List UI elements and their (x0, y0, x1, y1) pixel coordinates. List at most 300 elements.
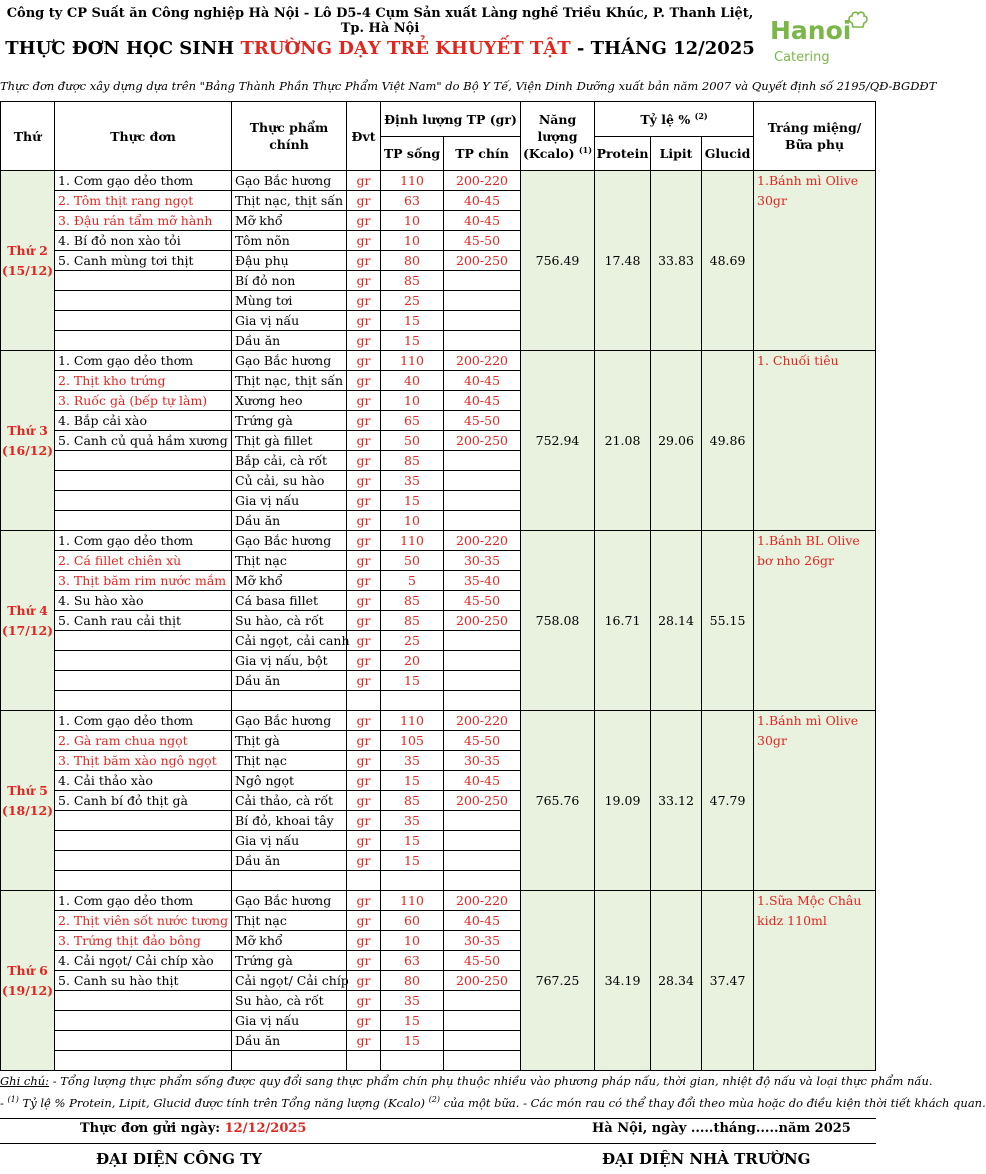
place-date: Hà Nội, ngày .....tháng.....năm 2025 (592, 1121, 851, 1136)
food-unit: gr (347, 991, 381, 1011)
food-unit: gr (347, 591, 381, 611)
dish-item: 2. Gà ram chua ngọt (55, 731, 232, 751)
food-cooked: 200-220 (444, 891, 521, 911)
food-unit: gr (347, 731, 381, 751)
protein-value: 17.48 (595, 171, 651, 351)
col-energy-sup: (1) (578, 144, 593, 155)
dish-empty (55, 671, 232, 691)
food-raw: 15 (381, 311, 444, 331)
dish-empty (55, 271, 232, 291)
food-name: Trứng gà (232, 411, 347, 431)
day-name: Thứ 3 (7, 422, 48, 438)
food-cooked: 200-250 (444, 611, 521, 631)
signature-company: ĐẠI DIỆN CÔNG TY (96, 1150, 262, 1168)
food-cooked: 35-40 (444, 571, 521, 591)
logo-sub: Catering (774, 50, 830, 65)
col-menu: Thực đơn (55, 102, 232, 171)
food-name: Mùng tơi (232, 291, 347, 311)
food-unit: gr (347, 631, 381, 651)
food-name: Gạo Bắc hương (232, 711, 347, 731)
food-cooked (444, 271, 521, 291)
food-raw (381, 871, 444, 891)
food-unit: gr (347, 1011, 381, 1031)
lipit-value: 33.83 (651, 171, 702, 351)
col-ratio-label: Tỷ lệ % (640, 111, 691, 127)
food-name: Cải thảo, cà rốt (232, 791, 347, 811)
food-raw: 15 (381, 671, 444, 691)
food-cooked: 40-45 (444, 391, 521, 411)
day-date: (15/12) (1, 262, 54, 278)
dish-item: 4. Cải thảo xào (55, 771, 232, 791)
food-cooked: 40-45 (444, 211, 521, 231)
food-unit: gr (347, 571, 381, 591)
logo-brand: Hanoi (770, 16, 852, 45)
food-unit: gr (347, 491, 381, 511)
food-cooked: 30-35 (444, 751, 521, 771)
dish-empty (55, 651, 232, 671)
food-raw: 15 (381, 851, 444, 871)
food-unit: gr (347, 411, 381, 431)
dish-item: 4. Su hào xào (55, 591, 232, 611)
footer-note-2-suffix: của một bữa. - Các món rau có thể thay đổi theo mùa hoặc do điều kiện thời tiết khách quan. (440, 1096, 986, 1110)
food-raw: 65 (381, 411, 444, 431)
food-unit: gr (347, 551, 381, 571)
table-row (1, 171, 876, 191)
food-raw: 20 (381, 651, 444, 671)
food-raw: 10 (381, 931, 444, 951)
food-raw (381, 691, 444, 711)
day-cell (1, 351, 55, 531)
food-raw: 110 (381, 531, 444, 551)
day-cell (1, 711, 55, 891)
food-cooked (444, 451, 521, 471)
food-raw: 85 (381, 611, 444, 631)
food-cooked (444, 511, 521, 531)
glucid-value: 55.15 (702, 531, 754, 711)
food-name: Gia vị nấu (232, 491, 347, 511)
food-name: Gạo Bắc hương (232, 171, 347, 191)
col-quantity: Định lượng TP (gr) (381, 102, 521, 137)
food-name: Dầu ăn (232, 851, 347, 871)
dish-item: 2. Cá fillet chiên xù (55, 551, 232, 571)
food-raw: 10 (381, 511, 444, 531)
food-unit: gr (347, 251, 381, 271)
footer-note-2-sup1: (1) (7, 1095, 19, 1105)
food-cooked (444, 311, 521, 331)
food-name: Mỡ khổ (232, 211, 347, 231)
footer-divider (0, 1118, 876, 1119)
food-name: Dầu ăn (232, 331, 347, 351)
food-cooked (444, 491, 521, 511)
food-name: Thịt nạc (232, 911, 347, 931)
food-cooked: 45-50 (444, 951, 521, 971)
dish-empty (55, 631, 232, 651)
dish-item: 1. Cơm gạo dẻo thơm (55, 351, 232, 371)
food-name: Thịt nạc (232, 551, 347, 571)
sent-date-value: 12/12/2025 (224, 1121, 307, 1136)
dish-item: 1. Cơm gạo dẻo thơm (55, 711, 232, 731)
dish-empty (55, 871, 232, 891)
dish-empty (55, 291, 232, 311)
food-name (232, 871, 347, 891)
food-cooked: 45-50 (444, 231, 521, 251)
food-name: Mỡ khổ (232, 571, 347, 591)
food-name: Cải ngọt/ Cải chíp (232, 971, 347, 991)
food-name: Bí đỏ, khoai tây (232, 811, 347, 831)
col-ratio-sup: (2) (694, 110, 708, 121)
food-raw: 50 (381, 431, 444, 451)
dessert-cell: 1.Bánh BL Olive bơ nho 26gr (754, 531, 876, 711)
food-name: Thịt nạc, thịt sấn (232, 371, 347, 391)
col-energy-label: Năng lượng (Kcalo) (523, 111, 578, 161)
dish-item: 5. Canh rau cải thịt (55, 611, 232, 631)
food-cooked (444, 1011, 521, 1031)
food-unit: gr (347, 851, 381, 871)
food-raw: 60 (381, 911, 444, 931)
lipit-value: 33.12 (651, 711, 702, 891)
dish-item: 3. Thịt băm xào ngô ngọt (55, 751, 232, 771)
col-raw: TP sống (381, 137, 444, 171)
food-unit: gr (347, 431, 381, 451)
table-row (1, 891, 876, 911)
food-name (232, 691, 347, 711)
lipit-value: 28.14 (651, 531, 702, 711)
dish-empty (55, 851, 232, 871)
food-raw: 15 (381, 1031, 444, 1051)
food-unit: gr (347, 911, 381, 931)
food-raw: 110 (381, 351, 444, 371)
title-school: TRƯỜNG DẠY TRẺ KHUYẾT TẬT (240, 38, 571, 59)
protein-value: 16.71 (595, 531, 651, 711)
food-raw: 15 (381, 831, 444, 851)
food-unit: gr (347, 831, 381, 851)
food-unit (347, 871, 381, 891)
dish-empty (55, 451, 232, 471)
energy-value: 767.25 (521, 891, 595, 1071)
page-title (0, 38, 760, 59)
food-unit: gr (347, 331, 381, 351)
dish-item: 5. Canh bí đỏ thịt gà (55, 791, 232, 811)
dish-empty (55, 691, 232, 711)
food-raw: 5 (381, 571, 444, 591)
footer-note-2-sup2: (2) (428, 1095, 441, 1105)
food-cooked: 30-35 (444, 931, 521, 951)
dish-empty (55, 511, 232, 531)
day-date: (18/12) (1, 802, 54, 818)
source-note: Thực đơn được xây dựng dựa trên "Bảng Thành Phần Thực Phẩm Việt Nam" do Bộ Y Tế, Viện Dinh Dưỡng xuất bản năm 2007 và Quyết định số 2195/QĐ-BGDĐT (0, 79, 937, 93)
food-cooked: 200-250 (444, 971, 521, 991)
energy-value: 765.76 (521, 711, 595, 891)
food-raw: 80 (381, 971, 444, 991)
footer-note-2-mid: Tỷ lệ % Protein, Lipit, Glucid được tính trên Tổng năng lượng (Kcalo) (18, 1096, 429, 1110)
footer-note-1 (0, 1074, 933, 1088)
footer-note-1-text: - Tổng lượng thực phẩm sống được quy đổi sang thực phẩm chín phụ thuộc nhiều vào phương pháp nấu, thời gian, nhiệt độ nấu và loại thực phẩm nấu. (49, 1074, 933, 1088)
food-name: Gạo Bắc hương (232, 891, 347, 911)
food-raw: 80 (381, 251, 444, 271)
col-lipit: Lipit (651, 137, 702, 171)
food-name: Gia vị nấu (232, 831, 347, 851)
food-unit: gr (347, 771, 381, 791)
food-name: Bắp cải, cà rốt (232, 451, 347, 471)
food-name: Su hào, cà rốt (232, 991, 347, 1011)
food-cooked: 200-250 (444, 431, 521, 451)
food-cooked: 200-220 (444, 171, 521, 191)
food-cooked: 40-45 (444, 771, 521, 791)
food-unit: gr (347, 391, 381, 411)
food-name: Gia vị nấu (232, 311, 347, 331)
food-name: Mỡ khổ (232, 931, 347, 951)
food-unit: gr (347, 931, 381, 951)
col-unit: Đvt (347, 102, 381, 171)
dessert-cell: 1.Bánh mì Olive 30gr (754, 711, 876, 891)
food-raw: 85 (381, 791, 444, 811)
food-raw: 85 (381, 271, 444, 291)
food-cooked: 30-35 (444, 551, 521, 571)
food-name: Gạo Bắc hương (232, 531, 347, 551)
food-cooked: 45-50 (444, 411, 521, 431)
food-name: Thịt gà (232, 731, 347, 751)
food-cooked: 40-45 (444, 191, 521, 211)
food-raw: 35 (381, 991, 444, 1011)
food-unit: gr (347, 371, 381, 391)
food-unit: gr (347, 891, 381, 911)
food-raw: 110 (381, 711, 444, 731)
food-unit: gr (347, 611, 381, 631)
food-raw: 85 (381, 451, 444, 471)
food-cooked (444, 991, 521, 1011)
dish-item: 3. Ruốc gà (bếp tự làm) (55, 391, 232, 411)
food-raw: 85 (381, 591, 444, 611)
food-cooked (444, 851, 521, 871)
lipit-value: 29.06 (651, 351, 702, 531)
food-raw: 50 (381, 551, 444, 571)
food-cooked: 200-220 (444, 711, 521, 731)
food-unit: gr (347, 311, 381, 331)
food-raw: 10 (381, 231, 444, 251)
food-raw: 40 (381, 371, 444, 391)
food-raw: 110 (381, 891, 444, 911)
food-unit: gr (347, 1031, 381, 1051)
food-cooked (444, 811, 521, 831)
food-cooked (444, 871, 521, 891)
food-unit (347, 1051, 381, 1071)
table-row (1, 531, 876, 551)
dish-empty (55, 991, 232, 1011)
food-unit: gr (347, 351, 381, 371)
food-raw: 110 (381, 171, 444, 191)
dish-item: 2. Thịt viên sốt nước tương (55, 911, 232, 931)
col-dessert: Tráng miệng/ Bữa phụ (754, 102, 876, 171)
food-name: Thịt gà fillet (232, 431, 347, 451)
dish-empty (55, 831, 232, 851)
food-unit: gr (347, 171, 381, 191)
food-name: Bí đỏ non (232, 271, 347, 291)
food-raw: 10 (381, 211, 444, 231)
protein-value: 21.08 (595, 351, 651, 531)
food-unit: gr (347, 671, 381, 691)
day-cell (1, 891, 55, 1071)
food-unit: gr (347, 791, 381, 811)
food-unit: gr (347, 651, 381, 671)
food-cooked: 200-250 (444, 791, 521, 811)
col-food: Thực phẩm chính (232, 102, 347, 171)
food-unit: gr (347, 471, 381, 491)
day-date: (19/12) (1, 982, 54, 998)
food-cooked (444, 651, 521, 671)
food-cooked (444, 631, 521, 651)
dish-item: 1. Cơm gạo dẻo thơm (55, 171, 232, 191)
food-unit: gr (347, 711, 381, 731)
food-raw: 35 (381, 471, 444, 491)
dish-item: 5. Canh mùng tơi thịt (55, 251, 232, 271)
dish-empty (55, 811, 232, 831)
lipit-value: 28.34 (651, 891, 702, 1071)
title-prefix: THỰC ĐƠN HỌC SINH (5, 38, 241, 59)
food-unit: gr (347, 971, 381, 991)
food-name: Gia vị nấu (232, 1011, 347, 1031)
col-energy (521, 102, 595, 171)
food-cooked (444, 1031, 521, 1051)
day-name: Thứ 6 (7, 962, 48, 978)
dish-empty (55, 1051, 232, 1071)
dish-item: 3. Đậu rán tẩm mỡ hành (55, 211, 232, 231)
day-date: (16/12) (1, 442, 54, 458)
food-raw: 63 (381, 191, 444, 211)
food-name: Dầu ăn (232, 511, 347, 531)
dish-empty (55, 311, 232, 331)
glucid-value: 37.47 (702, 891, 754, 1071)
table-row (1, 351, 876, 371)
food-unit: gr (347, 191, 381, 211)
food-raw: 25 (381, 291, 444, 311)
food-name: Tôm nõn (232, 231, 347, 251)
day-name: Thứ 4 (7, 602, 48, 618)
company-logo (764, 6, 872, 68)
energy-value: 758.08 (521, 531, 595, 711)
energy-value: 756.49 (521, 171, 595, 351)
dish-empty (55, 1031, 232, 1051)
food-unit: gr (347, 211, 381, 231)
food-unit: gr (347, 451, 381, 471)
dish-item: 2. Tôm thịt rang ngọt (55, 191, 232, 211)
food-cooked: 40-45 (444, 371, 521, 391)
food-raw: 35 (381, 751, 444, 771)
food-name: Củ cải, su hào (232, 471, 347, 491)
sent-label: Thực đơn gửi ngày: (80, 1121, 225, 1136)
dish-empty (55, 491, 232, 511)
protein-value: 34.19 (595, 891, 651, 1071)
food-unit: gr (347, 751, 381, 771)
food-unit: gr (347, 511, 381, 531)
protein-value: 19.09 (595, 711, 651, 891)
food-name: Gạo Bắc hương (232, 351, 347, 371)
food-unit: gr (347, 811, 381, 831)
dish-item: 5. Canh su hào thịt (55, 971, 232, 991)
day-name: Thứ 2 (7, 242, 48, 258)
dish-item: 3. Thịt băm rim nước mắm (55, 571, 232, 591)
food-cooked: 200-220 (444, 531, 521, 551)
food-cooked (444, 331, 521, 351)
dish-empty (55, 471, 232, 491)
food-cooked (444, 471, 521, 491)
dish-item: 4. Cải ngọt/ Cải chíp xào (55, 951, 232, 971)
food-name: Dầu ăn (232, 1031, 347, 1051)
col-day: Thứ (1, 102, 55, 171)
food-cooked (444, 671, 521, 691)
col-ratio (595, 102, 754, 137)
day-cell (1, 531, 55, 711)
food-name: Thịt nạc (232, 751, 347, 771)
dish-item: 4. Bí đỏ non xào tỏi (55, 231, 232, 251)
food-name: Su hào, cà rốt (232, 611, 347, 631)
table-row (1, 711, 876, 731)
food-unit: gr (347, 271, 381, 291)
glucid-value: 48.69 (702, 171, 754, 351)
food-cooked (444, 831, 521, 851)
dish-empty (55, 331, 232, 351)
dish-item: 3. Trứng thịt đảo bông (55, 931, 232, 951)
dish-item: 1. Cơm gạo dẻo thơm (55, 891, 232, 911)
food-raw: 35 (381, 811, 444, 831)
col-protein: Protein (595, 137, 651, 171)
food-raw: 15 (381, 331, 444, 351)
day-name: Thứ 5 (7, 782, 48, 798)
food-name: Thịt nạc, thịt sấn (232, 191, 347, 211)
food-name: Ngô ngọt (232, 771, 347, 791)
food-raw (381, 1051, 444, 1071)
food-raw: 15 (381, 491, 444, 511)
company-line: Công ty CP Suất ăn Công nghiệp Hà Nội - Lô D5-4 Cụm Sản xuất Làng nghề Triều Khúc, P. Thanh Liệt, Tp. Hà Nội (6, 6, 754, 36)
food-raw: 25 (381, 631, 444, 651)
menu-table (0, 101, 876, 1071)
col-glucid: Glucid (702, 137, 754, 171)
food-raw: 15 (381, 1011, 444, 1031)
food-unit (347, 691, 381, 711)
sent-date (80, 1121, 306, 1136)
food-raw: 15 (381, 771, 444, 791)
food-unit: gr (347, 231, 381, 251)
menu-body (1, 171, 876, 1071)
dessert-cell: 1.Sữa Mộc Châu kidz 110ml (754, 891, 876, 1071)
food-name: Trứng gà (232, 951, 347, 971)
food-cooked: 200-250 (444, 251, 521, 271)
dish-item: 1. Cơm gạo dẻo thơm (55, 531, 232, 551)
food-cooked: 45-50 (444, 731, 521, 751)
food-cooked (444, 1051, 521, 1071)
signature-divider (0, 1143, 876, 1144)
footer-note-2 (0, 1095, 986, 1110)
food-cooked (444, 291, 521, 311)
food-name: Cá basa fillet (232, 591, 347, 611)
food-cooked: 40-45 (444, 911, 521, 931)
food-raw: 105 (381, 731, 444, 751)
dish-item: 2. Thịt kho trứng (55, 371, 232, 391)
food-cooked: 200-220 (444, 351, 521, 371)
food-name: Cải ngọt, cải canh (232, 631, 347, 651)
food-raw: 63 (381, 951, 444, 971)
title-suffix: - THÁNG 12/2025 (570, 38, 755, 59)
dish-item: 5. Canh củ quả hầm xương (55, 431, 232, 451)
food-cooked (444, 691, 521, 711)
col-cooked: TP chín (444, 137, 521, 171)
food-unit: gr (347, 291, 381, 311)
dessert-cell: 1.Bánh mì Olive 30gr (754, 171, 876, 351)
food-cooked: 45-50 (444, 591, 521, 611)
food-name: Đậu phụ (232, 251, 347, 271)
glucid-value: 49.86 (702, 351, 754, 531)
footer-note-2-prefix: - (0, 1096, 8, 1110)
food-name (232, 1051, 347, 1071)
